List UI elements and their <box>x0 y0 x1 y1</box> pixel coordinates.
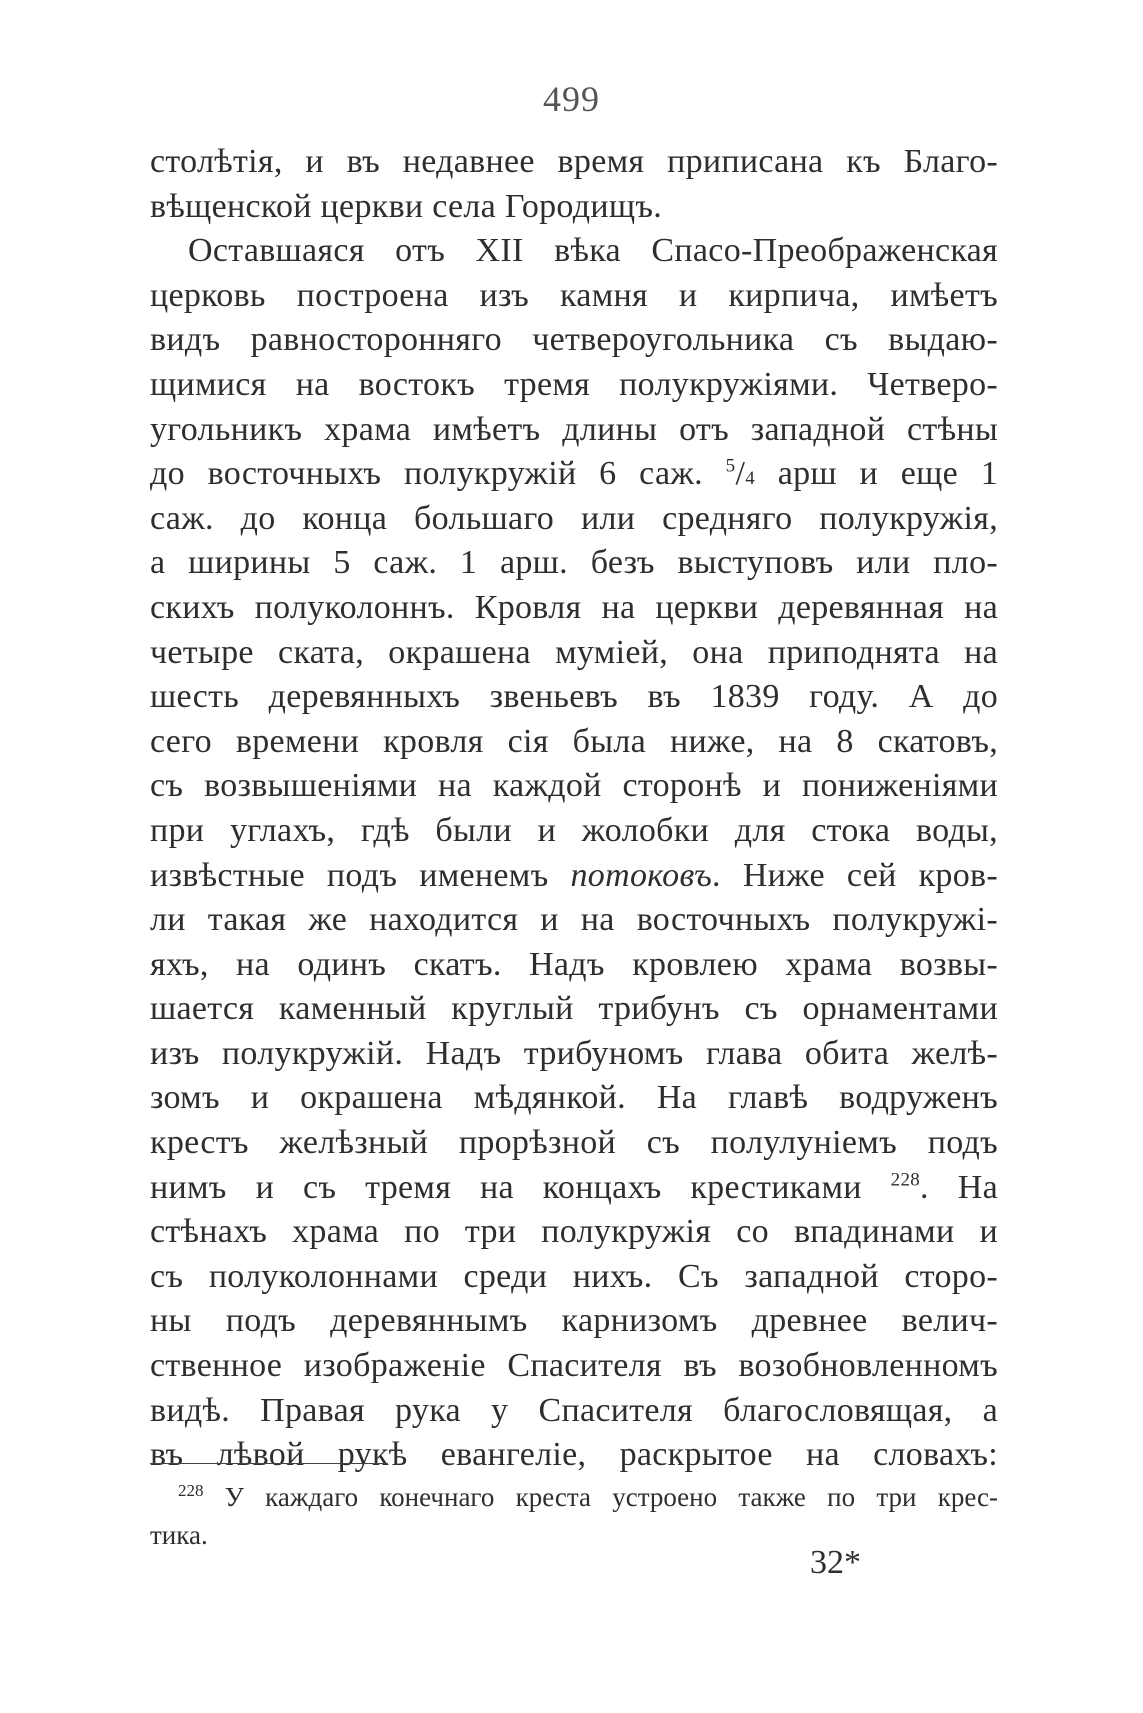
text-line: видѣ. Правая рука у Спасителя благословящая, а <box>150 1391 998 1429</box>
text-line: видъ равносторонняго четвероугольника съ выдаю- <box>150 321 998 359</box>
text-line: сего времени кровля сія была ниже, на 8 скатовъ, <box>150 722 998 760</box>
fraction-denominator: 4 <box>745 468 755 490</box>
text-line: саж. до конца большаго или средняго полукружія, <box>150 499 998 537</box>
text-line: яхъ, на одинъ скатъ. Надъ кровлею храма возвы- <box>150 945 998 983</box>
footnote-text: У каждаго конечнаго креста устроено также по три крес- <box>203 1482 998 1512</box>
text-line: крестъ желѣзный прорѣзной съ полулуніемъ подъ <box>150 1124 998 1162</box>
text-fragment: до восточныхъ полукружій 6 саж. <box>150 455 726 493</box>
fraction-separator: / <box>735 455 746 493</box>
page-number: 499 <box>543 79 600 119</box>
signature-mark: 32* <box>810 1544 861 1581</box>
text-line: Оставшаяся отъ XII вѣка Спасо-Преображенская <box>188 232 998 270</box>
text-line: при углахъ, гдѣ были и жолобки для стока воды, <box>150 811 998 849</box>
text-line: щимися на востокъ тремя полукружіями. Четверо- <box>150 365 998 403</box>
text-line: угольникъ храма имѣетъ длины отъ западной стѣны <box>150 410 998 448</box>
fraction-numerator: 5 <box>725 455 736 477</box>
text-fragment: извѣстные подъ именемъ <box>150 856 571 894</box>
text-line: столѣтія, и въ недавнее время приписана къ Благо- <box>150 143 998 180</box>
text-fragment: арш и еще 1 <box>755 455 998 493</box>
footnote <box>150 1478 998 1554</box>
text-line: четыре ската, окрашена муміей, она приподнята на <box>150 633 998 671</box>
text-line: церковь построена изъ камня и кирпича, имѣетъ <box>150 276 998 314</box>
footnote-marker: 228 <box>178 1481 204 1500</box>
text-line: изъ полукружій. Надъ трибуномъ глава обита желѣ- <box>150 1034 998 1072</box>
text-line <box>150 452 998 497</box>
text-line: зомъ и окрашена мѣдянкой. На главѣ водруженъ <box>150 1079 998 1117</box>
text-line: а ширины 5 саж. 1 арш. безъ выступовъ или пло- <box>150 544 998 582</box>
text-line: скихъ полуколоннъ. Кровля на церкви деревянная на <box>150 588 998 626</box>
text-fragment: . На <box>920 1168 998 1206</box>
text-line: вѣщенской церкви села Городищъ. <box>150 187 663 225</box>
text-fragment: . Ниже сей кров- <box>712 856 998 894</box>
text-line: ны подъ деревяннымъ карнизомъ древнее велич- <box>150 1302 998 1340</box>
text-line: съ полуколоннами среди нихъ. Съ западной сторо- <box>150 1257 998 1295</box>
text-line: ственное изображеніе Спасителя въ возобновленномъ <box>150 1347 998 1385</box>
text-line <box>150 854 998 899</box>
text-line: стѣнахъ храма по три полукружія со впадинами и <box>150 1213 998 1251</box>
italic-term: потоковъ <box>570 856 713 894</box>
text-line: ли такая же находится и на восточныхъ полукружі- <box>150 901 998 939</box>
footnote-line: тика. <box>150 1520 208 1550</box>
text-line <box>150 1166 998 1211</box>
body-text <box>150 140 998 1478</box>
text-line: шесть деревянныхъ звеньевъ въ 1839 году. А до <box>150 678 998 716</box>
text-line: въ лѣвой рукѣ евангеліе, раскрытое на словахъ: <box>150 1436 998 1474</box>
footnote-reference: 228 <box>890 1169 921 1191</box>
text-line: съ возвышеніями на каждой сторонѣ и пониженіями <box>150 767 998 805</box>
text-line: шается каменный круглый трибунъ съ орнаментами <box>150 990 998 1028</box>
footnote-divider <box>150 1463 388 1464</box>
footnote-line <box>150 1478 998 1516</box>
text-fragment: нимъ и съ тремя на концахъ крестиками <box>150 1168 891 1206</box>
